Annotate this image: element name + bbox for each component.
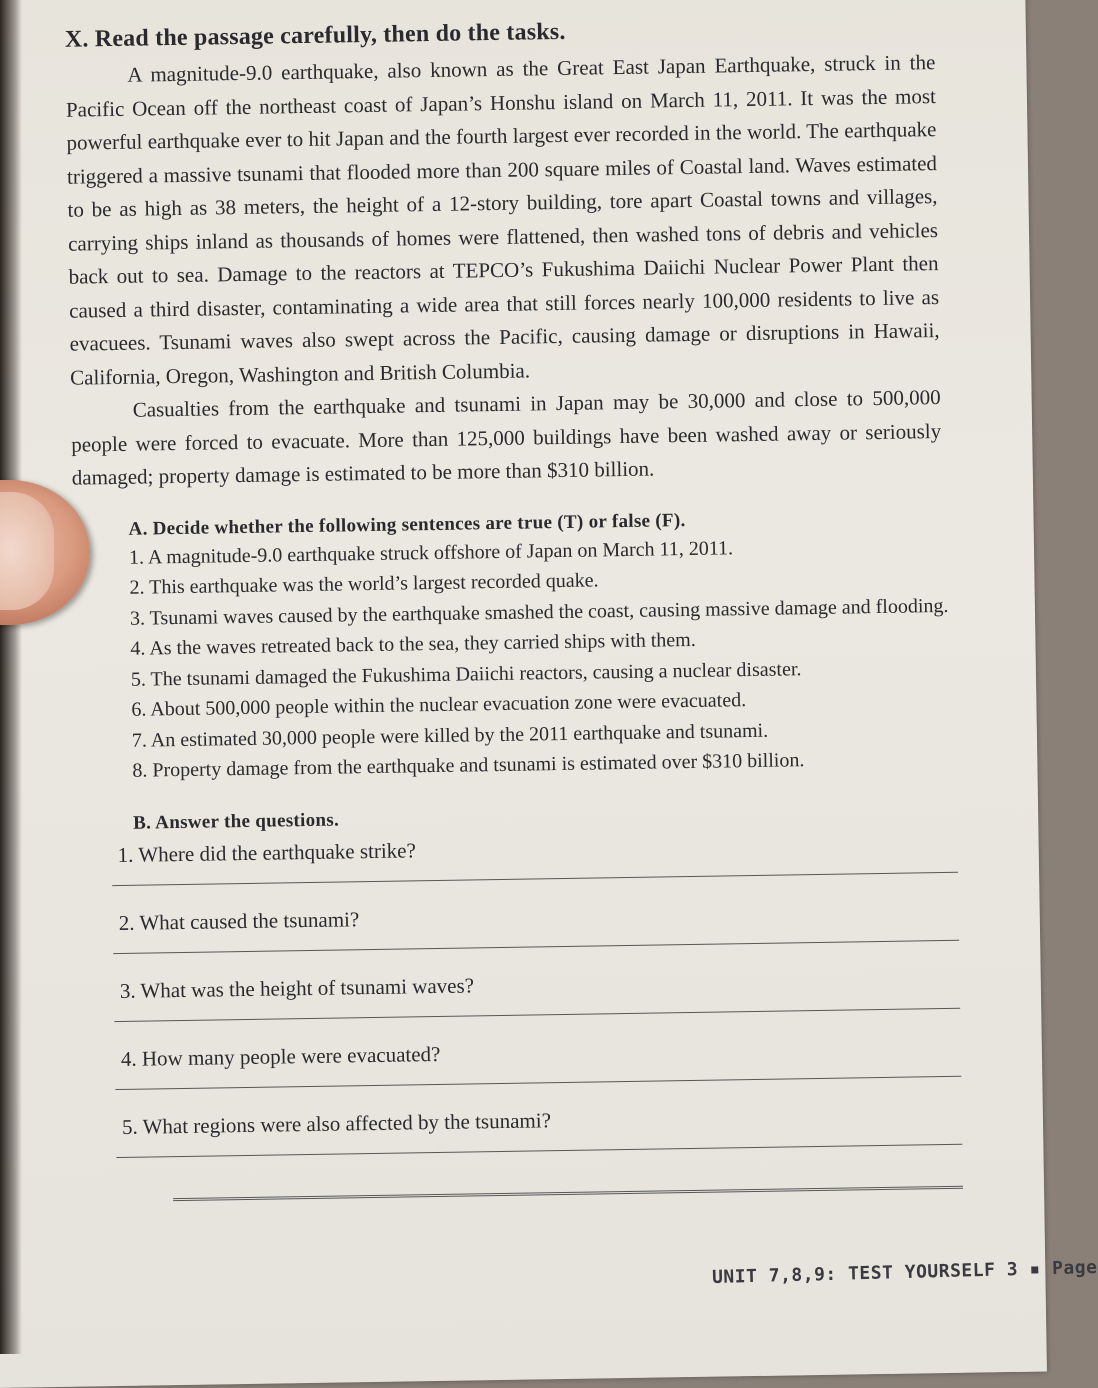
- true-false-item: 7. An estimated 30,000 people were killed by the 2011 earthquake and tsunami.: [131, 719, 769, 752]
- true-false-item: 6. About 500,000 people within the nuclear evacuation zone were evacuated.: [131, 689, 747, 721]
- question-text: 1. Where did the earthquake strike?: [117, 837, 416, 867]
- passage-paragraph-1: A magnitude-9.0 earthquake, also known as the Great East Japan Earthquake, struck in the Pacific Ocean off the northeast coast of Japan’s Honshu island on March 11, 2011. It was the most powerful earthquake ever to hit Japan and the fourth largest ever recorded in the world. The earthquake triggered a massive tsunami that flooded more than 200 square miles of Coastal land. Waves estimated to be as high as 38 meters, the height of a 12-story building, tore apart Coastal towns and villages, carrying ships inland as thousands of homes were flattened, then washed tons of debris and vehicles back out to sea. Damage to the reactors at TEPCO’s Fukushima Daiichi Nuclear Power Plant then caused a third disaster, contaminating a wide area that still forces nearly 100,000 residents to live as evacuees. Tsunami waves also swept across the Pacific, causing damage or disruptions in Hawaii, California, Oregon, Washington and British Columbia.: [65, 50, 940, 390]
- true-false-item: 8. Property damage from the earthquake and tsunami is estimated over $310 billion.: [132, 749, 805, 782]
- true-false-list: [129, 529, 953, 786]
- section-title: X. Read the passage carefully, then do the tasks.: [64, 18, 566, 53]
- reading-passage: [65, 46, 942, 495]
- worksheet-content: [65, 13, 973, 1181]
- answer-line: [115, 1075, 961, 1089]
- true-false-item: 3. Tsunami waves caused by the earthquake smashed the coast, causing massive damage and flooding.: [129, 594, 949, 630]
- true-false-item: 5. The tsunami damaged the Fukushima Daiichi reactors, causing a nuclear disaster.: [130, 657, 802, 691]
- thumbnail-nail: [0, 492, 54, 610]
- question-item: [122, 1099, 963, 1180]
- question-text: 4. How many people were evacuated?: [120, 1041, 441, 1071]
- left-shadow: [0, 0, 22, 1354]
- page-footer: UNIT 7,8,9: TEST YOURSELF 3 ▪ Page: [711, 1256, 1098, 1289]
- answer-line-double: [173, 1185, 963, 1200]
- true-false-item: 1. A magnitude-9.0 earthquake struck offshore of Japan on March 11, 2011.: [128, 536, 734, 569]
- answer-line: [116, 1143, 962, 1157]
- passage-paragraph-2: Casualties from the earthquake and tsunami in Japan may be 30,000 and close to 500,000 people were forced to evacuate. More than 125,000 buildings have been washed away or seriously damaged; property damage is estimated to be more than $310 billion.: [71, 385, 942, 490]
- question-text: 5. What regions were also affected by the tsunami?: [121, 1107, 552, 1139]
- task-a-title: A. Decide whether the following sentences are true (T) or false (F).: [128, 509, 686, 540]
- answer-line: [112, 871, 958, 885]
- question-text: 2. What caused the tsunami?: [118, 906, 360, 935]
- task-b-title: B. Answer the questions.: [133, 809, 340, 834]
- answer-line: [114, 1007, 960, 1021]
- answer-line: [113, 939, 959, 953]
- true-false-item: 4. As the waves retreated back to the sea, they carried ships with them.: [130, 628, 696, 660]
- question-list: [117, 827, 962, 1180]
- true-false-item: 2. This earthquake was the world’s largest recorded quake.: [129, 569, 599, 599]
- question-text: 3. What was the height of tsunami waves?: [119, 972, 475, 1003]
